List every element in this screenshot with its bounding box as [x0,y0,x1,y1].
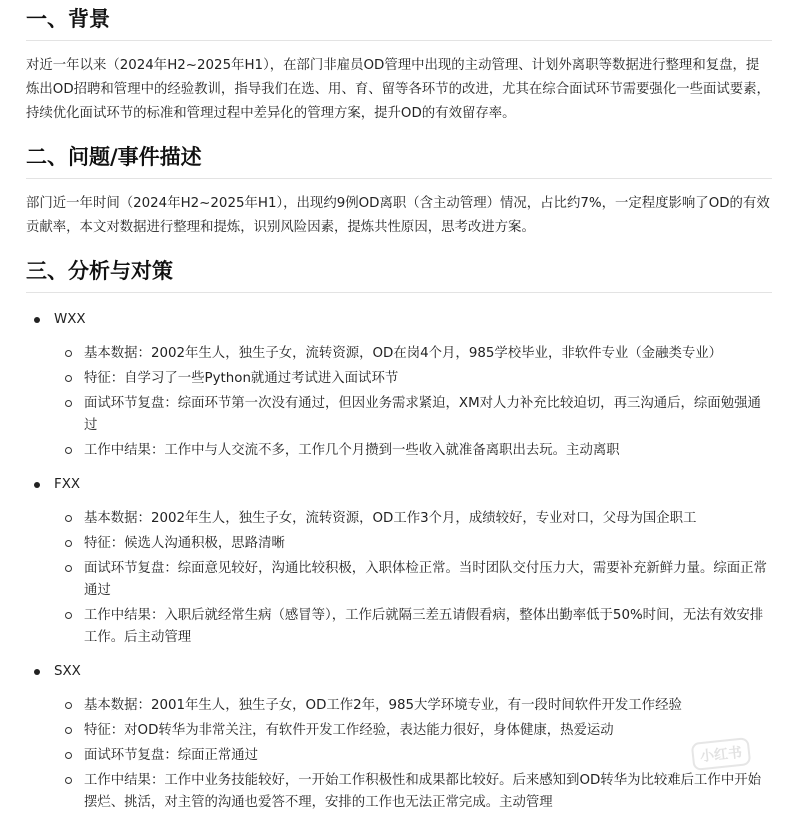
list-item-person-fxx [26,474,772,649]
list-item-person-sxx [26,661,772,814]
detail-interview-review: 面试环节复盘：综面正常通过 [26,745,772,767]
detail-basic-data: 基本数据：2001年生人，独生子女，OD工作2年，985大学环境专业，有一段时间软件开发工作经验 [26,695,772,717]
background-paragraph: 对近一年以来（2024年H2~2025年H1），在部门非雇员OD管理中出现的主动管理、计划外离职等数据进行整理和复盘，提炼出OD招聘和管理中的经验教训，指导我们在选、用、育、留等各环节的改进，尤其在综合面试环节需要强化一些面试要素，持续优化面试环节的标准和管理过程中差异化的管理方案，提升OD的有效留存率。 [26,58,770,121]
detail-list [26,508,772,649]
detail-work-result: 工作中结果：工作中与人交流不多，工作几个月攒到一些收入就准备离职出去玩。主动离职 [26,440,772,462]
detail-basic-data: 基本数据：2002年生人，独生子女，流转资源，OD在岗4个月，985学校毕业，非软件专业（金融类专业） [26,343,772,365]
list-item-person-wxx [26,309,772,462]
detail-basic-data: 基本数据：2002年生人，独生子女，流转资源，OD工作3个月，成绩较好，专业对口，父母为国企职工 [26,508,772,530]
detail-interview-review: 面试环节复盘：综面环节第一次没有通过，但因业务需求紧迫，XM对人力补充比较迫切，再三沟通后，综面勉强通过 [26,393,772,437]
person-name: FXX [26,474,772,496]
detail-traits: 特征：候选人沟通积极，思路清晰 [26,533,772,555]
watermark-logo: 小红书 [691,737,752,771]
person-name: SXX [26,661,772,683]
detail-traits: 特征：自学习了一些Python就通过考试进入面试环节 [26,368,772,390]
heading-problem-description: 二、问题/事件描述 [26,138,772,179]
detail-interview-review: 面试环节复盘：综面意见较好，沟通比较积极，入职体检正常。当时团队交付压力大，需要补充新鲜力量。综面正常通过 [26,558,772,602]
person-name: WXX [26,309,772,331]
detail-work-result: 工作中结果：工作中业务技能较好，一开始工作积极性和成果都比较好。后来感知到OD转华为比较难后工作中开始摆烂、挑活，对主管的沟通也爱答不理，安排的工作也无法正常完成。主动管理 [26,770,772,814]
problem-paragraph: 部门近一年时间（2024年H2~2025年H1），出现约9例OD离职（含主动管理）情况，占比约7%，一定程度影响了OD的有效贡献率，本文对数据进行整理和提炼，识别风险因素，提炼共性原因，思考改进方案。 [26,196,770,235]
detail-list [26,343,772,462]
detail-list [26,695,772,814]
detail-work-result: 工作中结果：入职后就经常生病（感冒等），工作后就隔三差五请假看病，整体出勤率低于50%时间，无法有效安排工作。后主动管理 [26,605,772,649]
detail-traits: 特征：对OD转华为非常关注，有软件开发工作经验，表达能力很好，身体健康，热爱运动 [26,720,772,742]
people-list [26,309,772,814]
heading-background: 一、背景 [26,0,772,41]
heading-analysis: 三、分析与对策 [26,252,772,293]
